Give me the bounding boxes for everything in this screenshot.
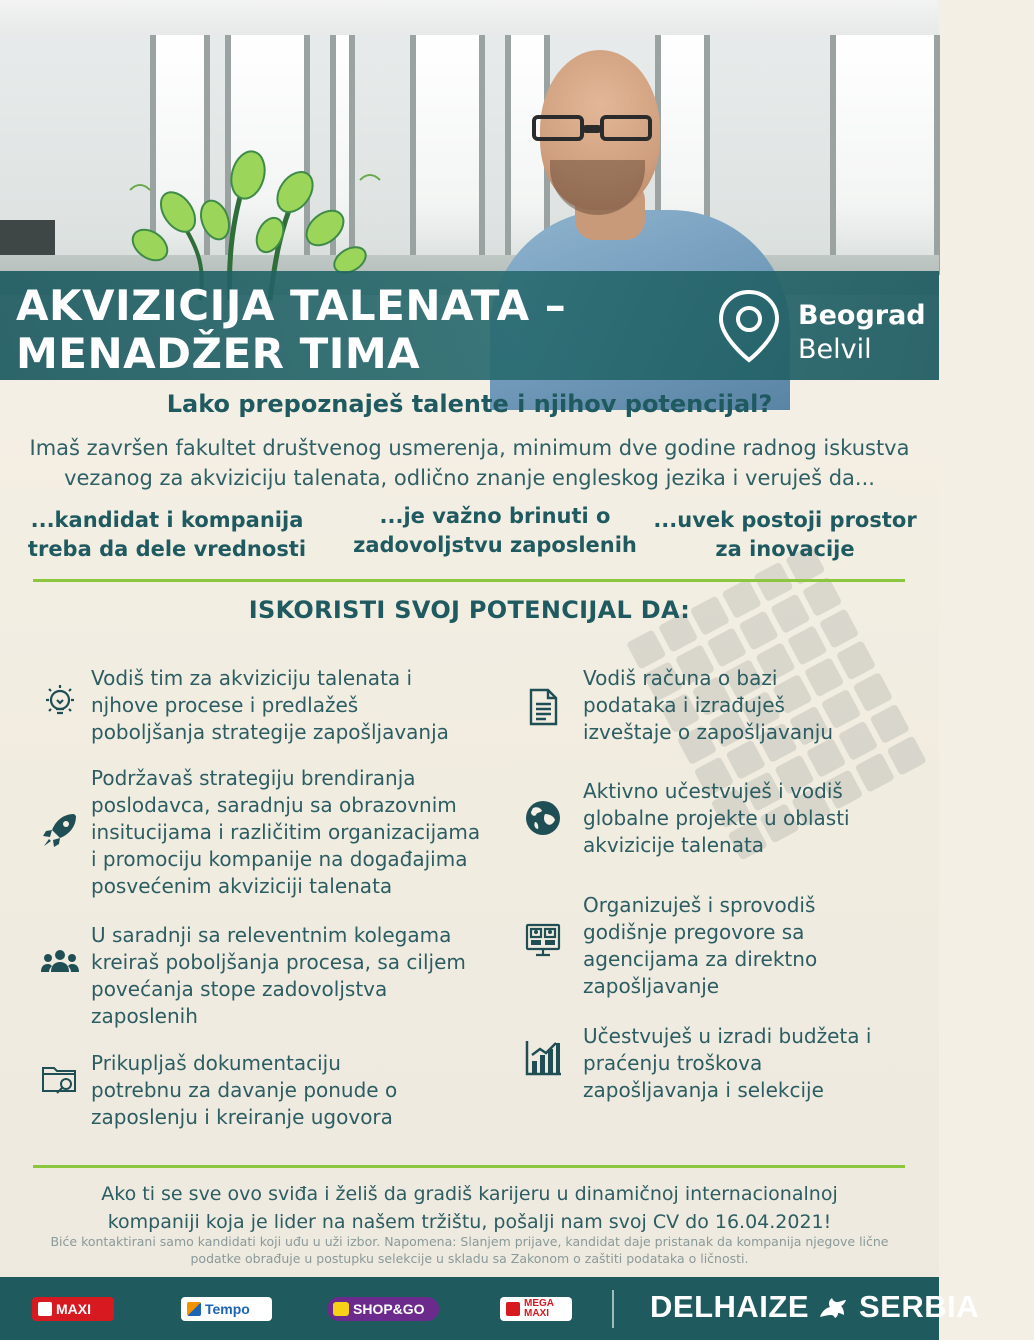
shop-and-go-logo: SHOP&GO [327,1297,439,1321]
tempo-logo: Tempo [181,1297,272,1321]
location-area: Belvil [798,334,872,365]
privacy-note: Biće kontaktirani samo kandidati koji uđu u uži izbor. Napomena: Slanjem prijave, kandidat daje pristanak da kompanija njegove lične podatke obrađuje u postupku selekcije u skladu sa Zakonom o zaštiti podataka o ličnosti. [50,1234,889,1266]
rocket-icon [40,810,80,850]
location-pin-icon [716,288,782,364]
bar-chart-icon [523,1037,563,1077]
call-to-action: Ako ti se sve ovo sviđa i želiš da gradiš karijeru u dinamičnoj internacionalnoj kompaniji koja je lider na našem tržištu, pošalji nam svoj CV do 16.04.2021! [101,1183,838,1233]
belief-values: ...kandidat i kompanija treba da dele vrednosti [27,508,307,561]
team-icon [40,942,80,982]
intro-line2: vezanog za akviziciju talenata, odlično znanje engleskog jezika i veruješ da... [64,466,875,490]
maxi-logo: MAXI [32,1297,114,1321]
delhaize-serbia-logo: DELHAIZE SERBIA [650,1289,980,1324]
belief-innovation: ...uvek postoji prostor za inovacije [653,508,917,561]
intro-question: Lako prepoznaješ talente i njihov potencijal? [166,390,773,418]
tempo-mark-icon [187,1302,201,1316]
beliefs [0,502,939,564]
delhaize-lion-icon [817,1291,851,1323]
brand-separator [612,1290,614,1328]
intro-line1: Imaš završen fakultet društvenog usmerenja, minimum dve godine radnog iskustva [29,436,910,460]
location-city: Beograd [798,300,926,331]
mega-maxi-logo: MEGA MAXI [500,1297,572,1321]
folder-search-icon [40,1058,80,1098]
job-title-line2: MENADŽER TIMA [16,329,421,378]
globe-icon [523,798,563,838]
belief-satisfaction: ...je važno brinuti o zadovoljstvu zaposlenih [353,504,637,557]
job-title-line1: AKVIZICIJA TALENATA – [16,281,567,330]
divider [33,1165,905,1168]
lion-icon [38,1302,52,1316]
lightbulb-icon [40,682,80,722]
job-posting-page: AKVIZICIJA TALENATA – MENADŽER TIMA Beograd Belvil Lako prepoznaješ talente i njihov potencijal? Imaš završen fakultet društvenog usmerenja, minimum dve godine radnog iskustva vezanog za akviziciju talenata, odlično znanje engleskog jezika i veruješ da... ...kandidat i kompanija treba da dele vrednosti ...je važno brinuti o zadovoljstvu zaposlenih ...uvek postoji prostor za inovacije ISKORISTI SVOJ POTENCIJAL DA: Vodiš tim za akviziciju talenata i njhove procese i predlažeš poboljšanja strategije zapošljavanja Podržavaš strategiju brendiranja poslodavca, saradnju sa obrazovnim insitucijama i različitim organizacijama i promociju kompanije na događajima posvećenim akviziciji talenata U saradnji sa releventnim kolegama kreiraš poboljšanja procesa, sa ciljem povećanja stope zadovoljstva zaposlenih Prikupljaš dokumentaciju potrebnu za davanje ponude o zaposlenju i kreiranje ugovora Vodiš računa o bazi podataka i izrađuješ izveštaje o zapošljavanju Aktivno učestvuješ i vodiš globalne projekte u oblasti akvizicije talenata Organizuješ i sprovodiš godišnje pregovore sa agencijama za direktno zapošljavanje Učestvuješ u izradi budžeta i praćenju troškova zapošljavanja i selekcije Ako ti se sve ovo sviđa i želiš da gradiš karijeru u dinamičnoj internacionalnoj kompaniji koja je lider na našem tržištu, pošalji nam svoj CV do 16.04.2021! Biće kontaktirani samo kandidati koji uđu u uži izbor. Napomena: Slanjem prijave, kandidat daje pristanak da kompanija njegove lične podatke obrađuje u postupku selekcije u skladu sa Zakonom o zaštiti podataka o ličnosti. MAXI Tempo SHOP&GO MEGA MAXI DELHAIZE SERBIA [0,0,939,1340]
document-icon [523,687,563,727]
job-title [16,282,566,378]
video-meeting-icon [523,920,563,960]
divider [33,579,905,582]
intro-text [10,433,929,493]
cart-icon [333,1302,349,1316]
section-title: ISKORISTI SVOJ POTENCIJAL DA: [248,596,691,624]
lion-icon [506,1302,520,1316]
